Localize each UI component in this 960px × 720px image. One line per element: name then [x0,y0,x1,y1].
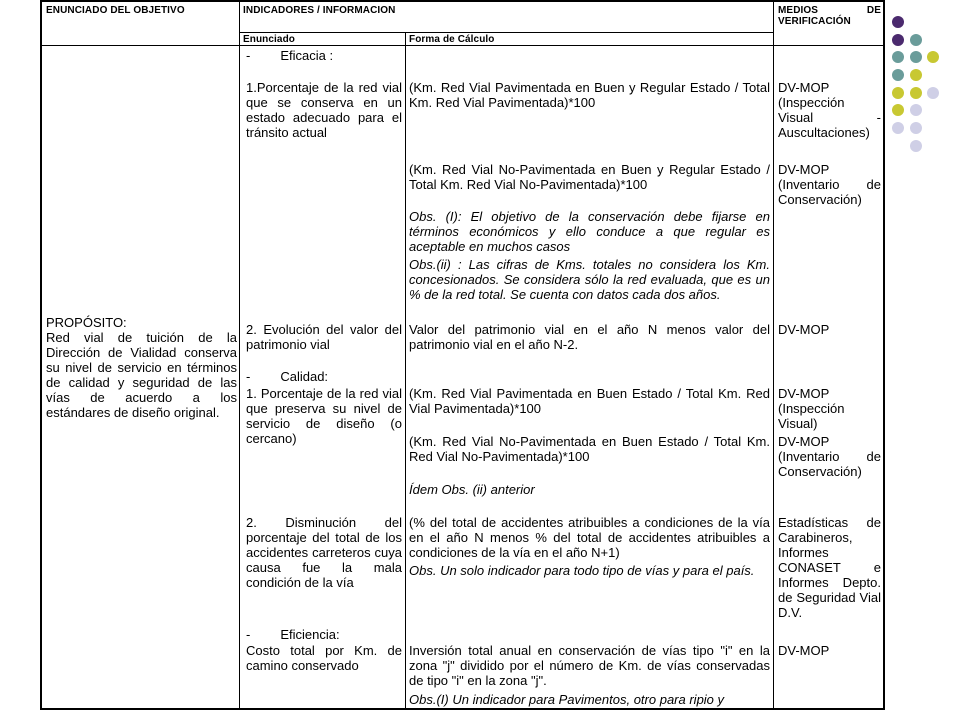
dot [892,87,904,99]
dot [892,69,904,81]
ind2-formula: Valor del patrimonio vial en el año N menos valor del patrimonio vial en el año N-2. [409,322,770,352]
proposito-text: Red vial de tuición de la Dirección de Vialidad conserva su nivel de servicio en términos de calidad y seguridad de las vías de acuerdo a los estándares de diseño original. [46,330,237,420]
ind2-enunciado: 2. Evolución del valor del patrimonio vial [246,322,402,352]
ind1-enunciado: 1.Porcentaje de la red vial que se conserva en un estado adecuado para el tránsito actual [246,80,402,140]
header-forma: Forma de Cálculo [409,34,495,45]
ind2-medio: DV-MOP [778,322,830,337]
dot [910,104,922,116]
ind3-formula-a: (Km. Red Vial Pavimentada en Buen Estado / Total Km. Red Vial Pavimentada)*100 [409,386,770,416]
ind1-medio-b: DV-MOP (Inventario de Conservación) [778,162,881,207]
ind1-formula-b: (Km. Red Vial No-Pavimentada en Buen y Regular Estado / Total Km. Red Vial No-Pavimentada)*100 [409,162,770,192]
dot [910,34,922,46]
eficiencia-dash: - [246,627,251,642]
dot [910,87,922,99]
ind1-formula-a: (Km. Red Vial Pavimentada en Buen y Regular Estado / Total Km. Red Vial Pavimentada)*100 [409,80,770,110]
proposito-cell [46,315,237,420]
dot [910,69,922,81]
eficacia-heading [246,48,402,63]
eficiencia-medio: DV-MOP [778,643,830,658]
column-divider [405,33,406,708]
ind4-medio: Estadísticas de Carabineros, Informes CONASET e Informes Depto. de Seguridad Vial D.V. [778,515,881,620]
eficacia-label: Eficacia : [280,48,334,63]
dot [892,16,904,28]
header-enunciado: Enunciado [243,34,296,45]
dot [892,34,904,46]
eficiencia-label: Eficiencia: [280,627,340,642]
ind1-medio-a: DV-MOP (Inspección Visual - Auscultaciones) [778,80,881,140]
eficiencia-heading [246,627,402,642]
ind3-obs: Ídem Obs. (ii) anterior [409,482,535,497]
ind3-formula-b: (Km. Red Vial No-Pavimentada en Buen Estado / Total Km. Red Vial No-Pavimentada)*100 [409,434,770,464]
indicators-table [40,0,885,710]
header-objective: ENUNCIADO DEL OBJETIVO [46,5,185,16]
eficacia-dash: - [246,48,251,63]
header-verification [778,5,881,27]
eficiencia-enunciado: Costo total por Km. de camino conservado [246,643,402,673]
dot [910,122,922,134]
header-verification-de: DE [866,5,881,16]
column-divider [239,2,240,708]
dot [927,87,939,99]
ind3-medio-b: DV-MOP (Inventario de Conservación) [778,434,881,479]
header-verification-line2: VERIFICACIÓN [778,16,851,27]
eficiencia-obs: Obs.(I) Un indicador para Pavimentos, otro para ripio y [409,692,725,707]
header-verification-line1: MEDIOS [778,5,819,16]
header-indicators: INDICADORES / INFORMACION [243,5,396,16]
calidad-dash: - [246,369,251,384]
dot [892,51,904,63]
ind3-medio-a: DV-MOP (Inspección Visual) [778,386,845,431]
proposito-title: PROPÓSITO: [46,315,127,330]
calidad-label: Calidad: [280,369,329,384]
dot [892,104,904,116]
ind3-enunciado: 1. Porcentaje de la red vial que preserva su nivel de servicio de diseño (o cercano) [246,386,402,446]
ind4-formula: (% del total de accidentes atribuibles a condiciones de la vía en el año N menos % del total de accidentes atribuibles a condiciones de la vía en el año N+1) [409,515,770,560]
ind4-obs: Obs. Un solo indicador para todo tipo de vías y para el país. [409,563,755,578]
eficiencia-formula: Inversión total anual en conservación de vías tipo "i" en la zona "j" dividido por el número de Km. de vías conservadas de tipo "i" en la zona "j". [409,643,770,688]
ind4-enunciado: 2. Disminución del porcentaje del total de los accidentes carreteros cuya causa fue la mala condición de la vía [246,515,402,590]
ind1-obs-1: Obs. (I): El objetivo de la conservación debe fijarse en términos económicos y ello conduce a que regular es aceptable en muchos casos [409,209,770,254]
row-divider [239,32,773,33]
dot [892,122,904,134]
row-divider [42,45,885,46]
dot [910,51,922,63]
dot [927,51,939,63]
calidad-heading [246,369,402,384]
ind1-obs-2: Obs.(ii) : Las cifras de Kms. totales no considera los Km. concesionados. Se considera sólo la red evaluada, que es un % de la red total. Se cuenta con datos cada dos años. [409,257,770,302]
column-divider [773,2,774,708]
dot [910,140,922,152]
